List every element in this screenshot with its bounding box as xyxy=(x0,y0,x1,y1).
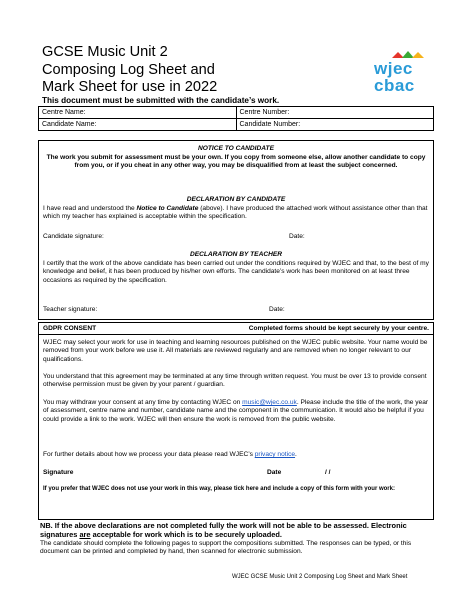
gdpr-heading: GDPR CONSENT xyxy=(43,325,97,332)
gdpr-date-separators: / / xyxy=(325,469,331,476)
gdpr-signature-line[interactable] xyxy=(43,469,429,477)
music-email-link[interactable]: music@wjec.co.uk xyxy=(242,399,297,406)
gdpr-paragraph-4: For further details about how we process your data please read WJEC’s privacy notice. xyxy=(43,451,297,458)
candidate-date-label: Date: xyxy=(289,233,305,240)
title-line-2: Composing Log Sheet and xyxy=(42,61,215,78)
teacher-date-label: Date: xyxy=(269,306,285,313)
gdpr-paragraph-3: You may withdraw your consent at any time by contacting WJEC on music@wjec.co.uk. Please include the title of the work, the year of assessment, centre name and number, candidate name and the component in the communication. It would also be helpful if you could provide a link to the work. WJEC will then ensure the work is removed from the public website. xyxy=(43,399,429,423)
candidate-signature-label: Candidate signature: xyxy=(43,233,104,240)
title-line-1: GCSE Music Unit 2 xyxy=(42,44,168,60)
gdpr-secure-note: Completed forms should be kept securely by your centre. xyxy=(248,325,429,332)
gdpr-paragraph-2: You understand that this agreement may be terminated at any time through written request. You must be over 13 to provide consent otherwise permission must be given by your parent / guardian. xyxy=(43,373,427,389)
title-line-3: Mark Sheet for use in 2022 xyxy=(42,79,218,95)
wjec-cbac-logo xyxy=(368,50,440,100)
candidate-signature-line[interactable] xyxy=(43,233,429,241)
gdpr-header xyxy=(43,325,429,333)
completion-note: The candidate should complete the following pages to support the compositions submitted. The responses can be typed, or this document can be printed and completed by hand, then scanned for electronic submission. xyxy=(40,540,412,556)
teacher-declaration-heading: DECLARATION BY TEACHER xyxy=(189,251,283,258)
candidate-details-table xyxy=(38,106,434,131)
gdpr-divider xyxy=(39,334,433,335)
teacher-signature-line[interactable] xyxy=(43,306,429,314)
candidate-name-field[interactable]: Candidate Name: xyxy=(39,119,237,131)
logo-wjec: wjec xyxy=(374,59,413,78)
gdpr-date-label: Date xyxy=(267,469,282,476)
centre-name-field[interactable]: Centre Name: xyxy=(39,107,237,119)
gdpr-consent-box xyxy=(38,322,434,520)
candidate-number-field[interactable]: Candidate Number: xyxy=(236,119,434,131)
gdpr-signature-label: Signature xyxy=(43,469,74,476)
page-title xyxy=(42,44,217,97)
gdpr-opt-out-text: If you prefer that WJEC does not use your work in this way, please tick here and include a copy of this form with your work: xyxy=(43,486,395,492)
notice-heading: NOTICE TO CANDIDATE xyxy=(198,145,274,152)
notice-text: The work you submit for assessment must be your own. If you copy from someone else, allow another candidate to copy from you, or if you cheat in any other way, you may be disqualified from at least the subject concerned. xyxy=(46,154,426,170)
nb-note: NB. If the above declarations are not completed fully the work will not be able to be assessed. Electronic signatures are acceptable for work which is to be securely uploaded. xyxy=(40,521,407,539)
page-footer: WJEC GCSE Music Unit 2 Composing Log Sheet and Mark Sheet xyxy=(232,574,408,580)
candidate-declaration-heading: DECLARATION BY CANDIDATE xyxy=(186,196,286,203)
gdpr-paragraph-1: WJEC may select your work for use in teaching and learning resources published on the WJEC public website. Your name would be removed from your work before we use it. All materials are reviewed regularly and are removed when no longer relevant to our qualifications. xyxy=(43,339,428,363)
declarations-box xyxy=(38,140,434,320)
teacher-signature-label: Teacher signature: xyxy=(43,306,98,313)
privacy-notice-link[interactable]: privacy notice xyxy=(254,451,296,458)
candidate-declaration-text: I have read and understood the Notice to Candidate (above). I have produced the attached work without assistance other than that which my teacher has explained is acceptable within the specification. xyxy=(43,205,428,221)
teacher-declaration-text: I certify that the work of the above candidate has been carried out under the conditions required by WJEC and that, to the best of my knowledge and belief, it has been produced by his/her own efforts. The candidate’s work has been monitored on at least three occasions as required by the specification. xyxy=(43,260,429,284)
centre-number-field[interactable]: Centre Number: xyxy=(236,107,434,119)
submission-notice: This document must be submitted with the candidate’s work. xyxy=(42,96,280,105)
logo-cbac: cbac xyxy=(374,76,415,95)
